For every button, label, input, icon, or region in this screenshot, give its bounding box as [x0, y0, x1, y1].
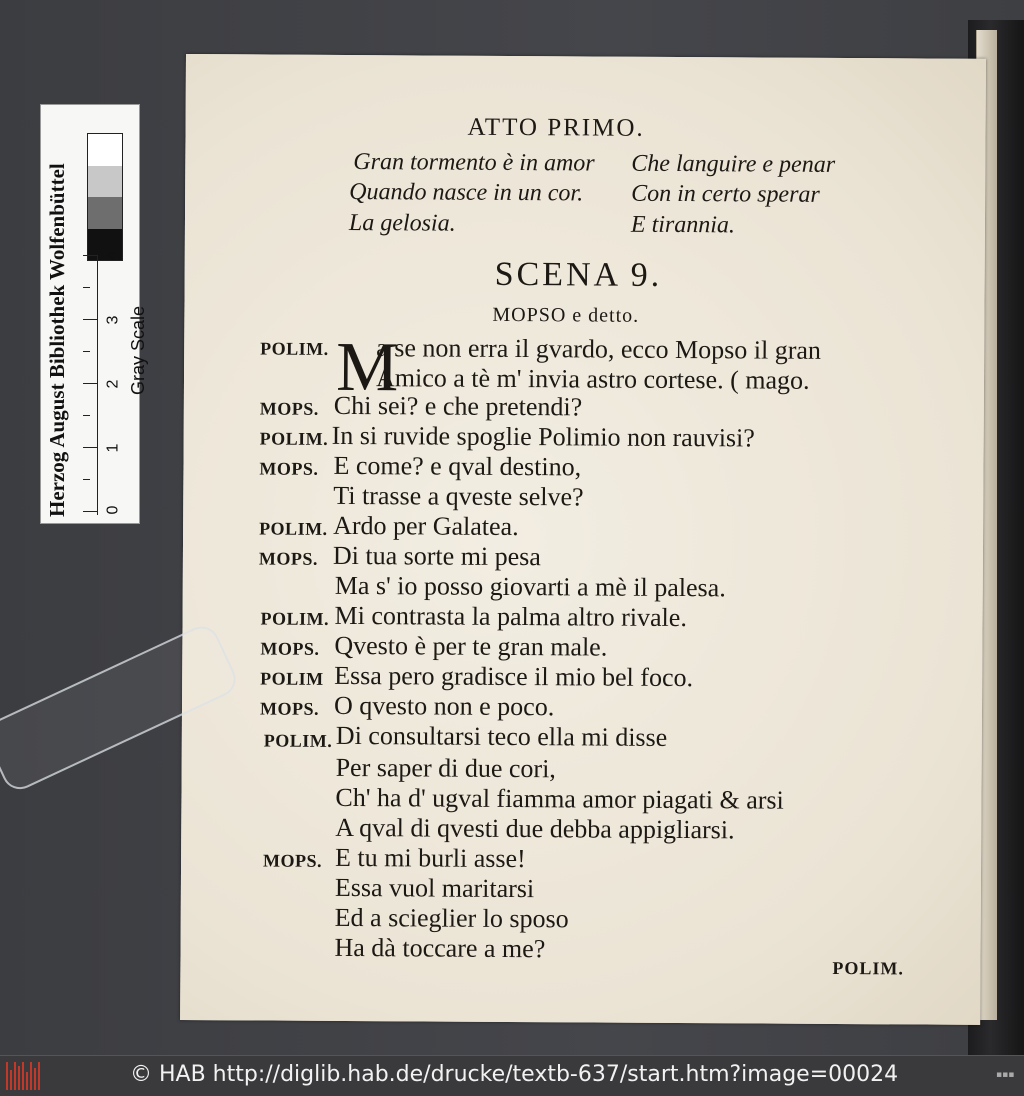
swatch: [88, 134, 122, 166]
verse-line: Gran tormento è in amor: [353, 149, 595, 177]
scale-number: 1: [104, 443, 122, 453]
speaker-label: POLIM.: [259, 428, 329, 449]
dialogue-line: Ti trasse a qveste selve?: [333, 480, 584, 512]
verse-line: Quando nasce in un cor.: [349, 178, 584, 207]
dialogue-line: Mi contrasta la palma altro rivale.: [334, 600, 687, 633]
dialogue-line: Amico a tè m' invia astro cortese. ( mago.: [375, 363, 810, 395]
dialogue-line: O qvesto non e poco.: [333, 690, 555, 722]
scale-number: 4: [104, 251, 122, 261]
catchword: POLIM.: [832, 957, 904, 979]
speaker-label: POLIM.: [259, 518, 328, 539]
speaker-label: POLIM.: [260, 608, 330, 629]
dialogue-line: Di consultarsi teco ella mi disse: [335, 720, 668, 752]
dialogue-line: Essa vuol maritarsi: [334, 872, 535, 904]
dialogue-line: Ma s' io posso giovarti a mè il palesa.: [334, 570, 726, 603]
speaker-label: POLIM: [260, 668, 324, 689]
gray-scale-ruler: [40, 104, 148, 524]
speaker-label: MOPS.: [259, 458, 319, 479]
scale-number: 2: [104, 379, 122, 389]
dialogue-line: Chi sei? e che pretendi?: [333, 390, 583, 422]
dialogue-line: A qval di qvesti due debba appigliarsi.: [335, 812, 735, 845]
book-page: [180, 54, 986, 1025]
dialogue-line: Ed a scieglier lo sposo: [334, 902, 569, 934]
speaker-label: MOPS.: [260, 638, 320, 659]
swatch: [88, 197, 122, 229]
scene-title: SCENA 9.: [494, 255, 663, 294]
dialogue-line: E come? e qval destino,: [333, 450, 582, 482]
verse-line: Con in certo sperar: [631, 180, 820, 208]
dialogue-line: Essa pero gradisce il mio bel foco.: [334, 660, 694, 693]
dialogue-line: Per saper di due cori,: [335, 752, 556, 784]
ruler-title: Herzog August Bibliothek Wolfenbüttel: [45, 163, 69, 517]
speaker-label: POLIM.: [260, 338, 329, 359]
speaker-label: MOPS.: [259, 698, 320, 719]
dialogue-line: Ha dà toccare a me?: [334, 932, 546, 964]
verse-line: E tirannia.: [630, 211, 736, 239]
speaker-label: MOPS.: [263, 850, 323, 871]
scene-persons: MOPSO e detto.: [492, 303, 640, 327]
ruler-ticks: [83, 255, 98, 515]
running-header: ATTO PRIMO.: [467, 113, 645, 142]
gray-swatches: [87, 133, 123, 261]
drop-cap: M: [335, 328, 399, 407]
footer-copyright-url[interactable]: © HAB http://diglib.hab.de/drucke/textb-637/start.htm?image=00024: [130, 1062, 899, 1087]
speaker-label: POLIM.: [263, 730, 333, 751]
dialogue-line: In si ruvide spoglie Polimio non rauvisi?: [331, 420, 755, 453]
verse-line: La gelosia.: [348, 209, 456, 237]
gray-scale-label: Gray Scale: [128, 305, 148, 395]
scale-number: 0: [104, 505, 122, 515]
swatch: [88, 166, 122, 198]
scale-number: 3: [104, 315, 122, 325]
dialogue-line: a se non erra il gvardo, ecco Mopso il gran: [376, 333, 822, 365]
footer-mark: ▪▪▪: [996, 1070, 1015, 1080]
dialogue-line: E tu mi burli asse!: [335, 842, 526, 874]
dialogue-line: Ardo per Galatea.: [333, 510, 519, 542]
dialogue-line: Qvesto è per te gran male.: [334, 630, 608, 662]
verse-line: Che languire e penar: [631, 150, 836, 178]
dialogue-line: Ch' ha d' ugval fiamma amor piagati & arsi: [335, 782, 784, 815]
dialogue-line: Di tua sorte mi pesa: [332, 540, 541, 572]
speaker-label: MOPS.: [258, 548, 318, 569]
hab-logo-icon: [6, 1062, 48, 1090]
speaker-label: MOPS.: [259, 398, 319, 419]
ruler-scale: [95, 251, 125, 515]
footer-bar: [0, 1055, 1024, 1096]
